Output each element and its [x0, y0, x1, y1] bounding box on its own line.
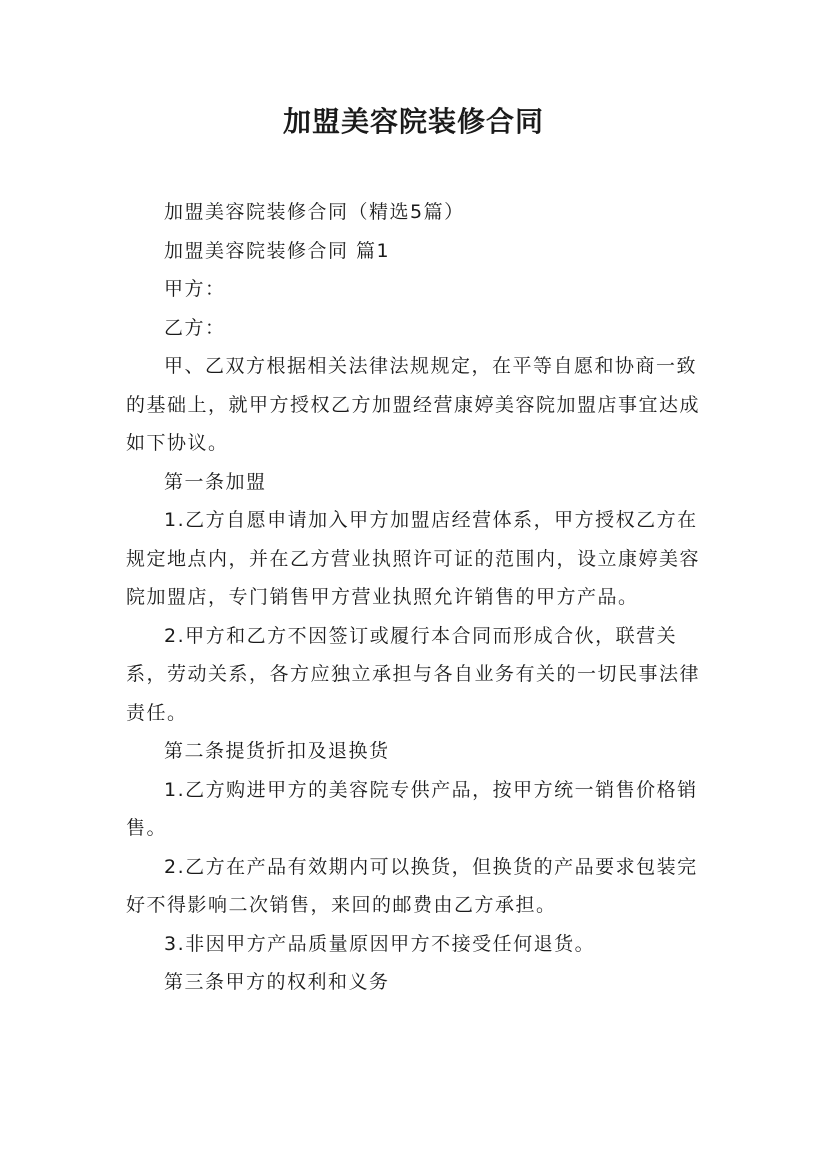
section-heading: 第二条提货折扣及退换货 [164, 740, 390, 762]
paragraph: 3.非因甲方产品质量原因甲方不接受任何退货。 [164, 932, 596, 955]
paragraph: 2.乙方在产品有效期内可以换货，但换货的产品要求包装完好不得影响二次销售，来回的邮费由乙方承担。 [126, 855, 698, 916]
paragraph: 加盟美容院装修合同 篇1 [164, 239, 391, 262]
paragraph: 甲、乙双方根据相关法律法规规定，在平等自愿和协商一致的基础上，就甲方授权乙方加盟经营康婷美容院加盟店事宜达成如下协议。 [126, 355, 701, 454]
section-heading: 第三条甲方的权利和义务 [164, 971, 390, 993]
document-title: 加盟美容院装修合同 [282, 105, 544, 138]
paragraph: 2.甲方和乙方不因签订或履行本合同而形成合伙，联营关系，劳动关系，各方应独立承担与各自业务有关的一切民事法律责任。 [126, 624, 701, 724]
paragraph: 1.乙方购进甲方的美容院专供产品，按甲方统一销售价格销售。 [126, 778, 698, 839]
section-heading: 第一条加盟 [164, 470, 267, 493]
paragraph: 加盟美容院装修合同（精选5篇） [164, 201, 465, 223]
paragraph: 甲方： [164, 278, 226, 300]
paragraph: 1.乙方自愿申请加入甲方加盟店经营体系，甲方授权乙方在规定地点内，并在乙方营业执照许可证的范围内，设立康婷美容院加盟店，专门销售甲方营业执照允许销售的甲方产品。 [126, 509, 701, 608]
paragraph: 乙方： [164, 316, 226, 339]
document-body [126, 193, 702, 1002]
